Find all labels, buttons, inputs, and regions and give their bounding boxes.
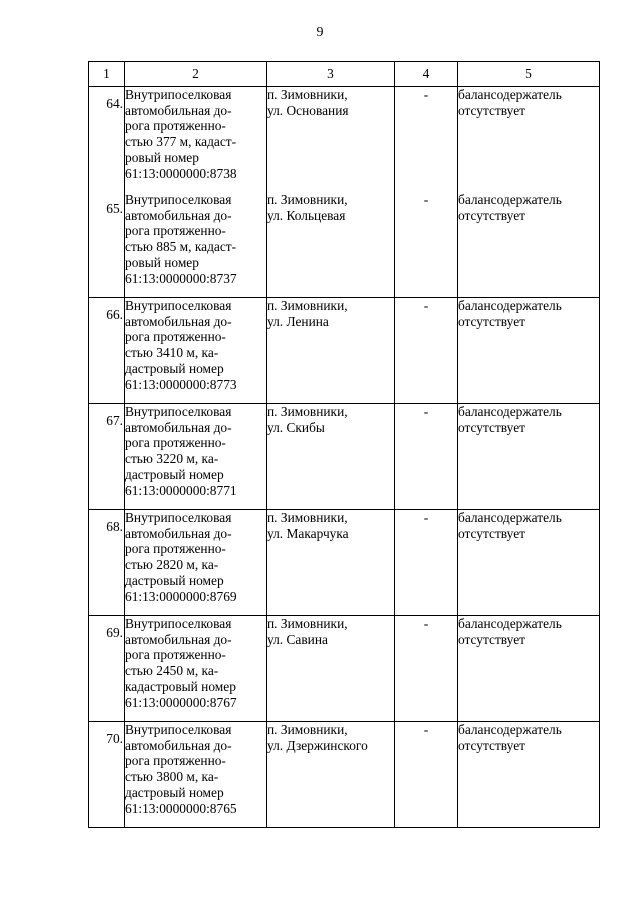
header-col-4: 4 (395, 62, 458, 87)
address-cell (267, 87, 395, 193)
holder-cell (458, 722, 600, 828)
holder-line: балансодержатель (458, 404, 562, 419)
row-number-cell (89, 298, 125, 404)
row-number-cell (89, 616, 125, 722)
holder-cell (458, 616, 600, 722)
address-line: ул. Ленина (267, 313, 329, 329)
description-line: автомобильная до- (125, 737, 232, 753)
holder-cell (458, 510, 600, 616)
holder-line: отсутствует (458, 419, 525, 435)
col4-cell: - (395, 510, 458, 616)
table-row (89, 87, 600, 193)
holder-cell (458, 298, 600, 404)
table-header-row (89, 62, 600, 87)
description-line: автомобильная до- (125, 525, 232, 541)
description-cell (125, 404, 267, 510)
holder-line: отсутствует (458, 313, 525, 329)
holder-cell (458, 87, 600, 193)
description-cell (125, 298, 267, 404)
description-line: рога протяженно- (125, 541, 226, 557)
description-line: Внутрипоселковая (125, 192, 232, 207)
description-line: Внутрипоселковая (125, 616, 232, 631)
description-line: ровый номер (125, 254, 199, 270)
description-line: дастровый номер (125, 572, 224, 588)
description-line: Внутрипоселковая (125, 510, 232, 525)
description-line: 61:13:0000000:8737 (125, 270, 237, 286)
col4-cell: - (395, 298, 458, 404)
holder-line: балансодержатель (458, 87, 562, 102)
col4-cell: - (395, 404, 458, 510)
address-cell (267, 616, 395, 722)
address-cell (267, 192, 395, 298)
description-line: стью 2450 м, ка- (125, 663, 219, 679)
col4-cell: - (395, 722, 458, 828)
description-line: дастровый номер (125, 360, 224, 376)
description-line: автомобильная до- (125, 419, 232, 435)
description-cell (125, 87, 267, 193)
description-cell (125, 616, 267, 722)
description-line: рога протяженно- (125, 329, 226, 345)
description-line: стью 885 м, кадаст- (125, 239, 237, 255)
col4-cell: - (395, 87, 458, 193)
row-number: 65. (106, 201, 123, 216)
description-line: рога протяженно- (125, 223, 226, 239)
holder-line: балансодержатель (458, 722, 562, 737)
description-line: автомобильная до- (125, 313, 232, 329)
table-row (89, 722, 600, 828)
address-cell (267, 298, 395, 404)
address-line: п. Зимовники, (267, 616, 348, 631)
holder-line: балансодержатель (458, 298, 562, 313)
description-line: рога протяженно- (125, 118, 226, 134)
description-line: 61:13:0000000:8771 (125, 482, 237, 498)
address-line: п. Зимовники, (267, 510, 348, 525)
address-line: ул. Кольцевая (267, 207, 346, 223)
address-cell (267, 404, 395, 510)
holder-line: балансодержатель (458, 510, 562, 525)
row-number: 68. (106, 519, 123, 534)
description-line: Внутрипоселковая (125, 87, 232, 102)
holder-line: балансодержатель (458, 192, 562, 207)
description-line: 61:13:0000000:8765 (125, 800, 237, 816)
holder-line: отсутствует (458, 102, 525, 118)
header-col-2: 2 (125, 62, 267, 87)
row-number: 64. (106, 96, 123, 111)
description-line: рога протяженно- (125, 647, 226, 663)
description-line: Внутрипоселковая (125, 404, 232, 419)
address-line: п. Зимовники, (267, 722, 348, 737)
row-number: 66. (106, 307, 123, 322)
header-col-3: 3 (267, 62, 395, 87)
address-line: п. Зимовники, (267, 192, 348, 207)
description-line: автомобильная до- (125, 631, 232, 647)
description-line: автомобильная до- (125, 102, 232, 118)
holder-cell (458, 192, 600, 298)
holder-line: отсутствует (458, 207, 525, 223)
row-number: 69. (106, 625, 123, 640)
holder-line: отсутствует (458, 737, 525, 753)
row-number: 67. (106, 413, 123, 428)
table-row (89, 404, 600, 510)
description-line: стью 3220 м, ка- (125, 451, 219, 467)
holder-line: отсутствует (458, 525, 525, 541)
row-number-cell (89, 87, 125, 193)
row-number-cell (89, 192, 125, 298)
address-line: ул. Макарчука (267, 525, 349, 541)
row-number-cell (89, 722, 125, 828)
description-cell (125, 722, 267, 828)
table-row (89, 192, 600, 298)
header-col-1: 1 (89, 62, 125, 87)
description-cell (125, 510, 267, 616)
col4-cell: - (395, 192, 458, 298)
row-number-cell (89, 510, 125, 616)
description-line: рога протяженно- (125, 753, 226, 769)
holder-cell (458, 404, 600, 510)
address-cell (267, 722, 395, 828)
address-line: ул. Скибы (267, 419, 325, 435)
address-line: п. Зимовники, (267, 87, 348, 102)
description-line: кадастровый номер (125, 678, 236, 694)
description-line: 61:13:0000000:8738 (125, 165, 237, 181)
row-number: 70. (106, 731, 123, 746)
address-line: ул. Савина (267, 631, 328, 647)
description-line: дастровый номер (125, 466, 224, 482)
table-row (89, 510, 600, 616)
description-line: ровый номер (125, 149, 199, 165)
table-row (89, 298, 600, 404)
description-line: Внутрипоселковая (125, 722, 232, 737)
description-line: стью 2820 м, ка- (125, 557, 219, 573)
header-col-5: 5 (458, 62, 600, 87)
holder-line: балансодержатель (458, 616, 562, 631)
description-line: 61:13:0000000:8769 (125, 588, 237, 604)
description-line: стью 377 м, кадаст- (125, 134, 237, 150)
description-line: 61:13:0000000:8767 (125, 694, 237, 710)
description-line: стью 3800 м, ка- (125, 769, 219, 785)
description-cell (125, 192, 267, 298)
page-number: 9 (316, 25, 324, 40)
address-line: п. Зимовники, (267, 404, 348, 419)
address-line: ул. Основания (267, 102, 349, 118)
property-table (88, 61, 600, 828)
description-line: дастровый номер (125, 784, 224, 800)
address-line: п. Зимовники, (267, 298, 348, 313)
address-line: ул. Дзержинского (267, 737, 368, 753)
col4-cell: - (395, 616, 458, 722)
row-number-cell (89, 404, 125, 510)
description-line: 61:13:0000000:8773 (125, 376, 237, 392)
description-line: автомобильная до- (125, 207, 232, 223)
description-line: рога протяженно- (125, 435, 226, 451)
description-line: стью 3410 м, ка- (125, 345, 219, 361)
description-line: Внутрипоселковая (125, 298, 232, 313)
holder-line: отсутствует (458, 631, 525, 647)
table-row (89, 616, 600, 722)
address-cell (267, 510, 395, 616)
